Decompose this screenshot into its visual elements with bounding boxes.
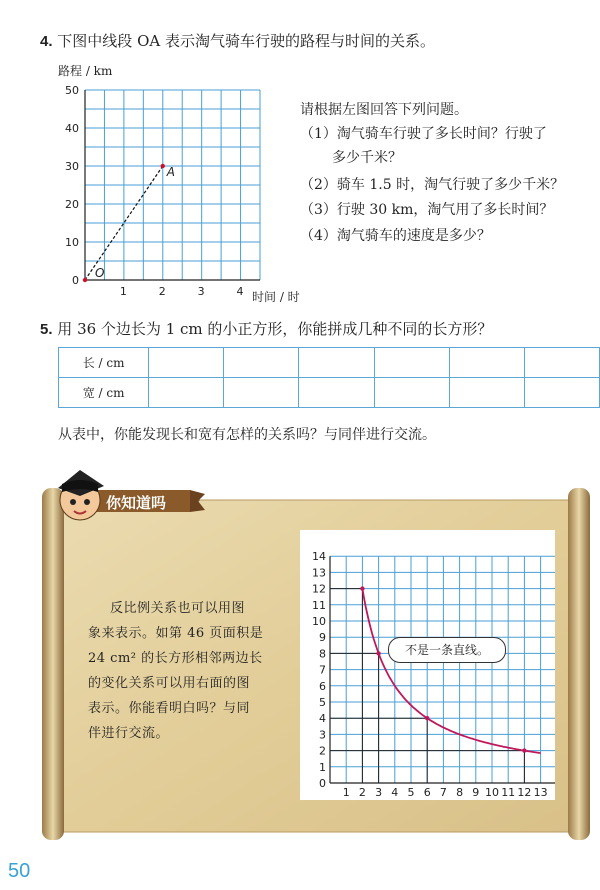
x-tick-label: 11 [501,786,516,799]
y-tick-label: 0 [72,274,79,287]
y-tick-label: 3 [319,728,326,742]
dyk-line-4: 的变化关系可以用右面的图 [88,676,251,691]
x-tick-label: 3 [375,786,383,799]
x-tick-label: 8 [456,786,464,799]
scroll-rod-right [568,488,590,840]
dyk-line-3: 24 cm² 的长方形相邻两边长 [88,651,263,666]
q4-question-4: （4）淘气骑车的速度是多少？ [300,228,491,244]
y-tick-label: 8 [319,647,326,661]
point-label-O: O [95,266,105,280]
x-tick-label: 3 [197,285,205,298]
page-number: 50 [8,860,31,882]
dyk-line-6: 伴进行交流。 [88,726,170,741]
row-label-length: 长 / cm [59,348,149,378]
y-tick-label: 6 [319,679,326,693]
scroll-rod-left [42,488,64,840]
point-label-A: A [166,165,175,179]
q4-xlabel: 时间 / 时 [252,290,300,304]
y-tick-label: 5 [319,696,326,709]
dyk-line-5: 表示。你能看明白吗？与同 [88,701,251,716]
y-tick-label: 30 [65,160,79,173]
y-tick-label: 11 [312,598,326,612]
y-tick-label: 2 [319,744,326,758]
x-tick-label: 5 [407,786,415,799]
y-tick-label: 9 [319,631,326,645]
x-tick-label: 6 [423,786,431,799]
x-tick-label: 2 [158,285,166,298]
y-tick-label: 50 [65,84,79,97]
x-tick-label: 10 [485,786,499,799]
q4-question-2: （2）骑车 1.5 时，淘气行驶了多少千米？ [300,177,565,193]
curve-point [376,651,380,655]
dyk-line-1: 反比例关系也可以用图 [110,601,246,616]
q4-question-1: （1）淘气骑车行驶了多长时间？行驶了 [300,126,547,142]
y-tick-label: 20 [65,198,79,211]
x-tick-label: 4 [391,786,399,799]
x-tick-label: 2 [358,786,366,799]
x-tick-label: 12 [517,786,532,799]
y-tick-label: 10 [65,236,79,249]
curve-point [522,748,526,752]
inverse-proportion-chart [300,530,555,800]
q5-number: 5. [40,321,53,338]
q4-ylabel: 路程 / km [58,64,113,78]
x-tick-label: 4 [236,285,244,298]
curve-point [425,716,429,720]
q4-intro: 请根据左图回答下列问题。 [300,102,468,118]
x-tick-label: 9 [472,786,480,799]
x-tick-label: 1 [342,786,350,799]
y-tick-label: 12 [312,582,326,596]
y-tick-label: 10 [312,615,326,628]
q5-title: 用 36 个边长为 1 cm 的小正方形，你能拼成几种不同的长方形？ [57,320,493,338]
x-tick-label: 1 [119,285,127,298]
did-you-know-title: 你知道吗 [106,495,167,512]
x-tick-label: 13 [533,786,548,799]
q4-question-3: （3）行驶 30 km，淘气用了多长时间？ [300,202,554,218]
y-tick-label: 13 [312,566,326,580]
y-tick-label: 14 [312,550,326,564]
y-tick-label: 7 [319,663,326,677]
row-label-width: 宽 / cm [59,378,149,408]
q4-title: 下图中线段 OA 表示淘气骑车行驶的路程与时间的关系。 [57,32,435,50]
x-tick-label: 7 [439,786,447,799]
q5-follow-up: 从表中，你能发现长和宽有怎样的关系吗？与同伴进行交流。 [58,427,436,443]
dyk-line-2: 象来表示。如第 46 页面积是 [88,626,264,641]
callout-bubble: 不是一条直线。 [388,637,506,663]
q4-number: 4. [40,33,53,50]
y-tick-label: 40 [65,122,79,135]
y-tick-label: 1 [319,760,326,774]
q4-question-1-cont: 多少千米？ [332,150,402,166]
y-tick-label: 0 [319,777,326,790]
curve-point [360,586,364,590]
y-tick-label: 4 [319,712,326,726]
